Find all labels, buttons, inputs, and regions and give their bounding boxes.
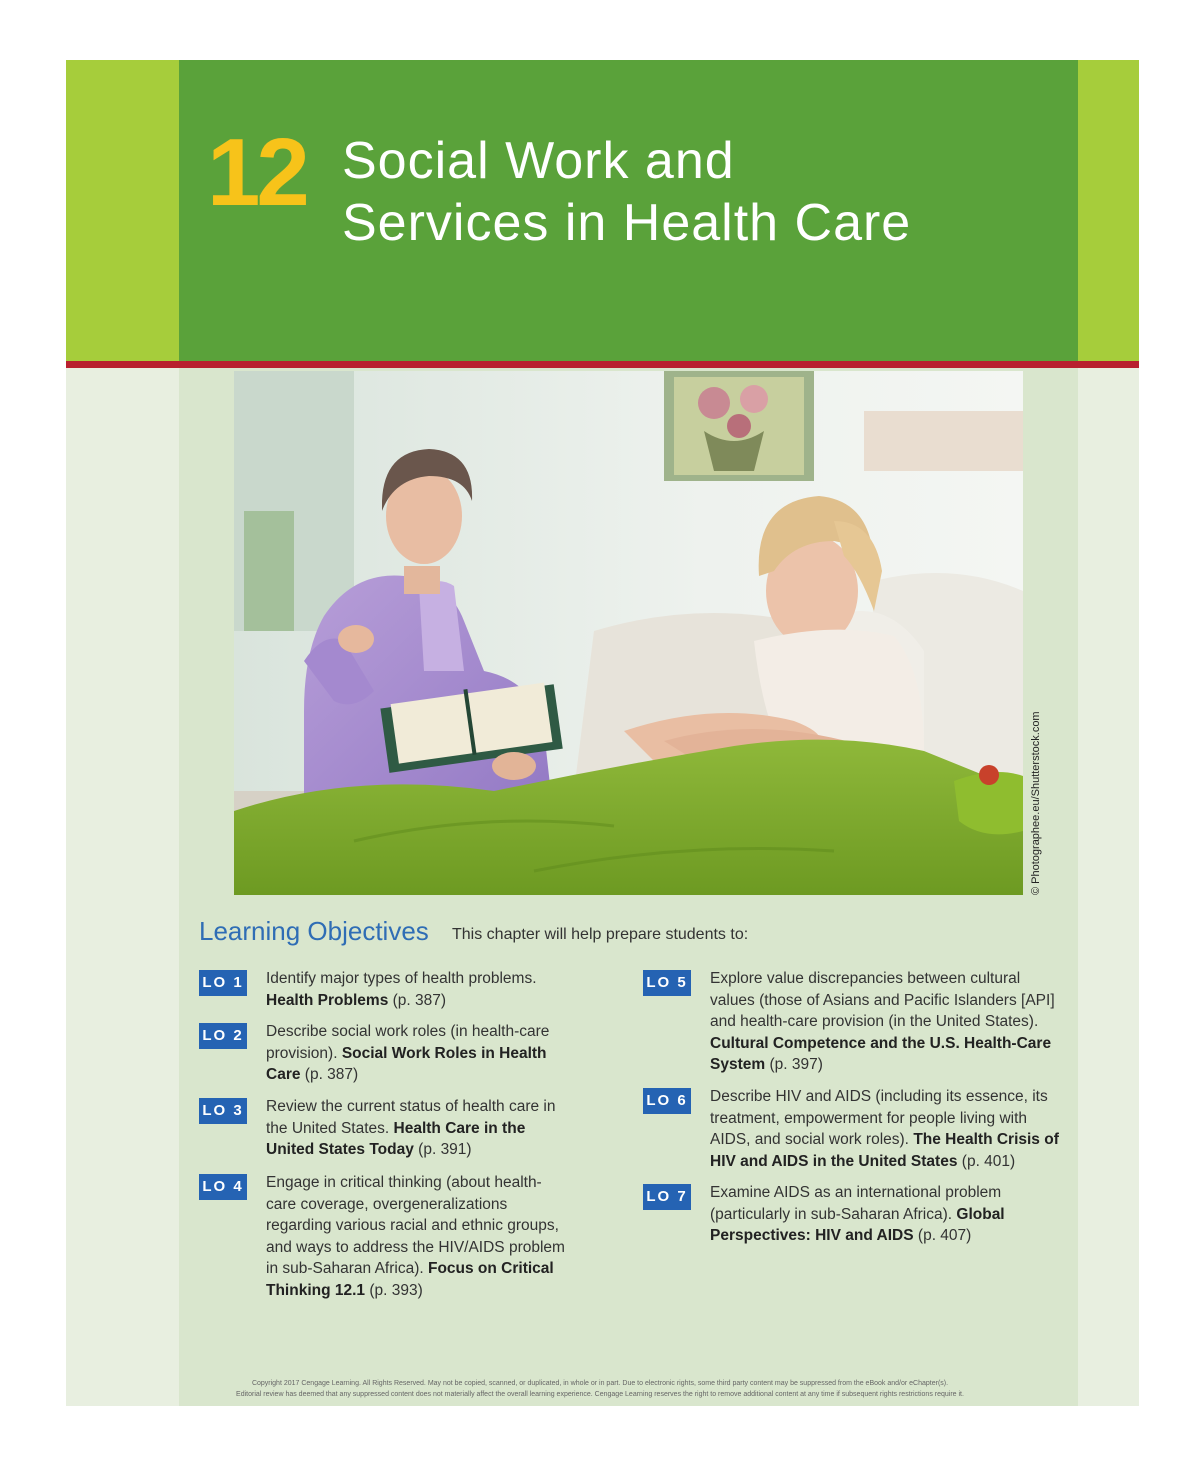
objective-page-ref: (p. 401)	[961, 1152, 1016, 1170]
objective-description: Review the current status of health care in the United States.	[266, 1098, 556, 1137]
objective-description: Describe social work roles (in health-care provision).	[266, 1023, 550, 1062]
objective-section-title: Health Care in the United States Today	[266, 1119, 526, 1158]
objective-section-title: Health Problems	[266, 991, 389, 1009]
chapter-title	[342, 130, 911, 254]
objective-description: Engage in critical thinking (about health-care coverage, overgeneralizations regarding various racial and ethnic groups, and ways to address the HIV/AIDS problem in sub-Saharan Africa).	[266, 1174, 565, 1277]
objective-section-title: Focus on Critical Thinking 12.1	[266, 1260, 554, 1299]
learning-objective-5	[643, 968, 1063, 1076]
objective-badge: LO 2	[199, 1023, 247, 1049]
objective-section-title: Social Work Roles in Health Care	[266, 1044, 547, 1083]
objective-badge: LO 7	[643, 1184, 691, 1210]
objective-description: Describe HIV and AIDS (including its essence, its treatment, empowerment for people living with AIDS, and social work roles).	[710, 1088, 1048, 1148]
objective-text	[266, 1096, 569, 1161]
objective-text	[266, 968, 569, 1011]
photo-credit: © Photographee.eu/Shutterstock.com	[1030, 711, 1042, 895]
objective-text	[266, 1021, 569, 1086]
objective-section-title: The Health Crisis of HIV and AIDS in the United States	[710, 1131, 1059, 1170]
chapter-number: 12	[207, 119, 306, 226]
objective-description: Explore value discrepancies between cultural values (those of Asians and Pacific Islanders [API] and health-care provision (in the United States).	[710, 970, 1055, 1030]
right-margin-band	[1078, 368, 1139, 1406]
learning-objective-7	[643, 1182, 1063, 1247]
left-margin-band	[66, 368, 179, 1406]
learning-objective-1	[199, 968, 569, 1011]
objective-text	[710, 968, 1063, 1076]
objective-badge: LO 4	[199, 1174, 247, 1200]
right-lime-band	[1078, 60, 1139, 361]
objective-badge: LO 5	[643, 970, 691, 996]
objective-page-ref: (p. 387)	[304, 1066, 359, 1083]
objective-description: Identify major types of health problems.	[266, 970, 537, 987]
copyright-line-1: Copyright 2017 Cengage Learning. All Rights Reserved. May not be copied, scanned, or duplicated, in whole or in part. Due to electronic rights, some third party content may be suppressed from the eBook and/or eChapter(s).	[251, 1380, 949, 1387]
objective-page-ref: (p. 387)	[392, 991, 447, 1009]
objective-page-ref: (p. 397)	[769, 1056, 823, 1073]
objective-badge: LO 1	[199, 970, 247, 996]
learning-objectives-heading: Learning Objectives	[199, 916, 429, 946]
objective-badge: LO 6	[643, 1088, 691, 1114]
objective-page-ref: (p. 407)	[917, 1227, 972, 1244]
objective-description: Examine AIDS as an international problem (particularly in sub-Saharan Africa).	[710, 1184, 1002, 1223]
learning-objective-4	[199, 1172, 569, 1301]
photo-illustration	[234, 371, 1023, 895]
objective-section-title: Cultural Competence and the U.S. Health-Care System	[710, 1034, 1052, 1073]
learning-objectives-intro: This chapter will help prepare students to:	[452, 926, 749, 943]
objective-text	[266, 1172, 569, 1301]
objective-text	[710, 1182, 1063, 1247]
chapter-title-line1: Social Work and	[342, 132, 735, 190]
objective-page-ref: (p. 391)	[418, 1141, 472, 1158]
learning-objective-2	[199, 1021, 569, 1086]
objective-text	[710, 1086, 1063, 1172]
objective-badge: LO 3	[199, 1098, 247, 1124]
left-lime-band	[66, 60, 179, 361]
objective-page-ref: (p. 393)	[369, 1281, 423, 1299]
objective-section-title: Global Perspectives: HIV and AIDS	[710, 1205, 1005, 1244]
header-divider	[66, 361, 1139, 368]
chapter-photo	[234, 371, 1023, 895]
chapter-title-line2: Services in Health Care	[342, 194, 912, 252]
learning-objective-6	[643, 1086, 1063, 1172]
copyright-line-2: Editorial review has deemed that any suppressed content does not materially affect the overall learning experience. Cengage Learning reserves the right to remove additional content at any time if subsequent rights restrictions require it.	[236, 1391, 964, 1398]
learning-objective-3	[199, 1096, 569, 1161]
